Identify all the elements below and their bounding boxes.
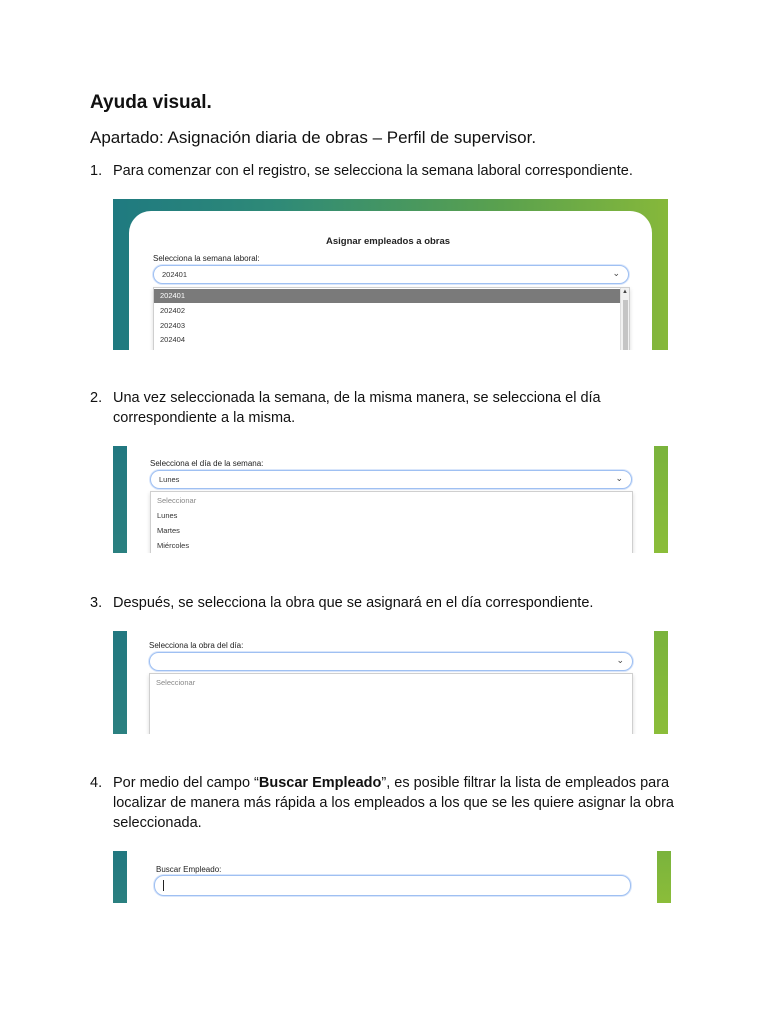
week-option[interactable]: 202403 bbox=[160, 321, 186, 330]
screenshot-day-select bbox=[113, 446, 668, 553]
step-text: Después, se selecciona la obra que se asignará en el día correspondiente. bbox=[113, 595, 594, 611]
work-option[interactable]: Seleccionar bbox=[156, 678, 196, 687]
work-dropdown-list bbox=[149, 673, 633, 734]
week-dropdown-list bbox=[153, 287, 630, 350]
employee-search-input[interactable] bbox=[154, 875, 631, 896]
step-text-part: ”, es posible filtrar la lista de empleados para localizar de manera más rápida a los empleados a los que se les quiere asignar la obra seleccionada. bbox=[113, 775, 674, 831]
green-border bbox=[654, 446, 668, 553]
day-select-value: Lunes bbox=[159, 475, 180, 484]
day-option[interactable]: Martes bbox=[157, 526, 180, 535]
step-number: 2. bbox=[90, 390, 103, 406]
teal-border bbox=[113, 851, 127, 903]
day-option[interactable]: Seleccionar bbox=[157, 496, 197, 505]
step-4 bbox=[90, 773, 710, 833]
page-subtitle: Apartado: Asignación diaria de obras – Perfil de supervisor. bbox=[90, 128, 537, 147]
step-number: 3. bbox=[90, 595, 103, 611]
scroll-up-arrow-icon[interactable]: ▲ bbox=[622, 289, 628, 295]
step-text: Para comenzar con el registro, se selecciona la semana laboral correspondiente. bbox=[113, 163, 633, 179]
green-border bbox=[657, 851, 671, 903]
teal-border bbox=[113, 446, 127, 553]
green-border bbox=[654, 631, 668, 734]
step-number: 1. bbox=[90, 163, 103, 179]
chevron-down-icon: ⌄ bbox=[616, 655, 624, 665]
step-3 bbox=[90, 593, 710, 613]
step-number: 4. bbox=[90, 775, 103, 791]
day-option[interactable]: Lunes bbox=[157, 511, 178, 520]
week-option[interactable]: 202401 bbox=[154, 289, 621, 303]
field-name-bold: Buscar Empleado bbox=[258, 775, 382, 791]
day-option[interactable]: Miércoles bbox=[157, 541, 190, 550]
page-title: Ayuda visual. bbox=[90, 92, 212, 113]
screenshot-employee-search bbox=[113, 851, 671, 903]
week-option[interactable]: 202404 bbox=[160, 335, 186, 344]
employee-search-label: Buscar Empleado: bbox=[156, 865, 222, 874]
week-option[interactable]: 202402 bbox=[160, 306, 186, 315]
chevron-down-icon: ⌄ bbox=[615, 473, 623, 483]
day-dropdown-list bbox=[150, 491, 633, 553]
step-text-part: Por medio del campo “ bbox=[113, 775, 259, 791]
screenshot-week-select bbox=[113, 199, 668, 350]
week-select[interactable] bbox=[153, 265, 629, 284]
step-2 bbox=[90, 388, 710, 428]
day-select[interactable] bbox=[150, 470, 632, 489]
scroll-thumb[interactable] bbox=[623, 300, 628, 350]
week-select-value: 202401 bbox=[162, 270, 188, 279]
work-select[interactable] bbox=[149, 652, 633, 671]
card-title: Asignar empleados a obras bbox=[326, 236, 451, 247]
day-label: Selecciona el día de la semana: bbox=[150, 459, 264, 468]
chevron-down-icon: ⌄ bbox=[612, 268, 620, 278]
step-1 bbox=[90, 161, 710, 181]
step-text bbox=[113, 773, 703, 833]
work-label: Selecciona la obra del día: bbox=[149, 641, 244, 650]
text-caret bbox=[163, 880, 164, 891]
dropdown-scrollbar[interactable] bbox=[620, 288, 629, 350]
teal-border bbox=[113, 631, 127, 734]
assign-card bbox=[129, 211, 652, 350]
screenshot-work-select bbox=[113, 631, 668, 734]
week-label: Selecciona la semana laboral: bbox=[153, 254, 260, 263]
step-text: Una vez seleccionada la semana, de la misma manera, se selecciona el día correspondiente a la misma. bbox=[113, 390, 601, 426]
